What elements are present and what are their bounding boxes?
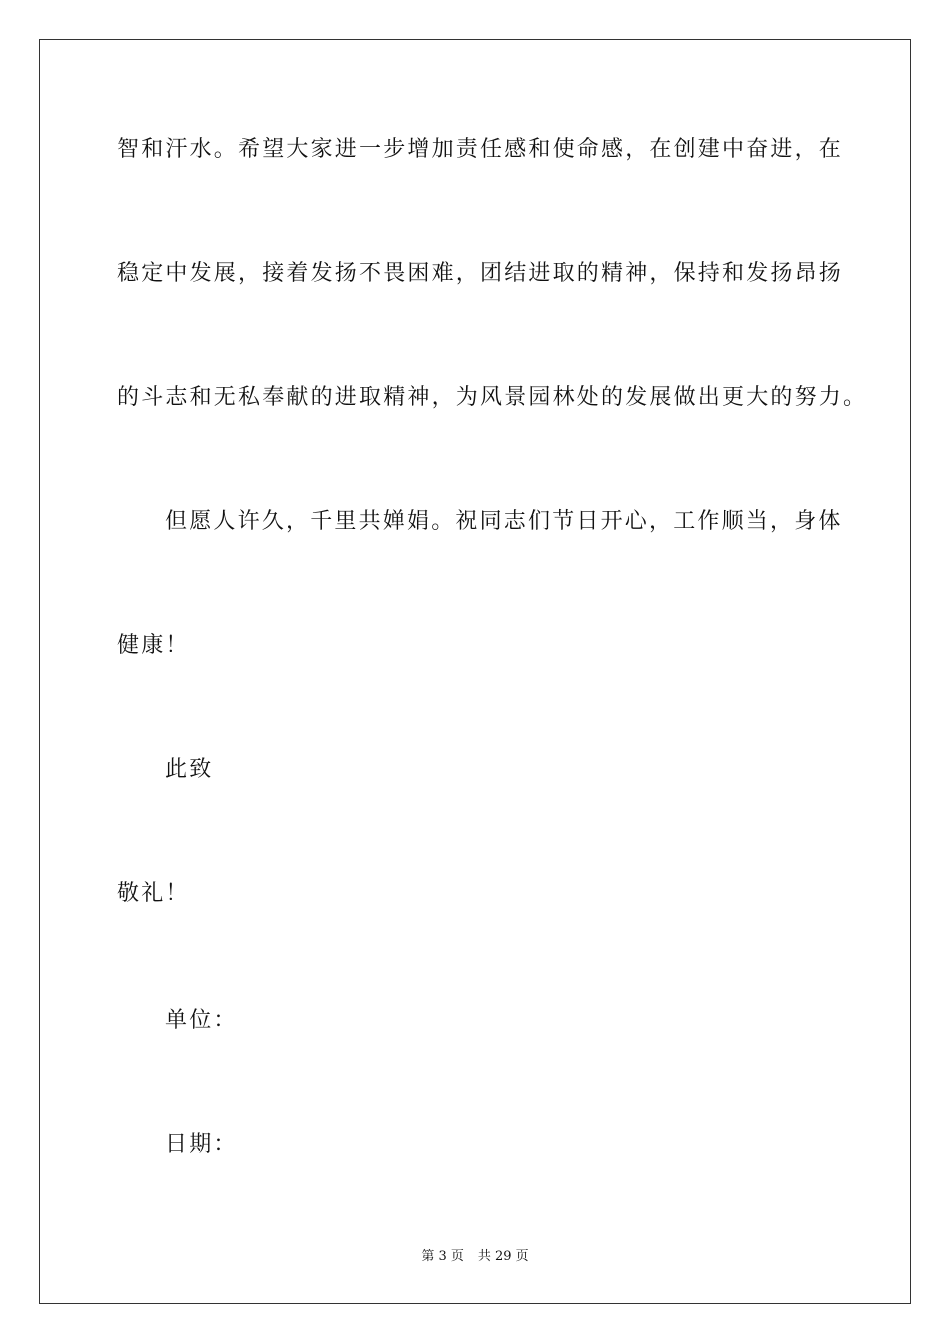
body-line-3: 的斗志和无私奉献的进取精神，为风景园林处的发展做出更大的努力。 bbox=[117, 385, 868, 410]
greeting-line: 但愿人许久，千里共婵娟。祝同志们节日开心，工作顺当，身体 bbox=[165, 509, 843, 534]
date-label: 日期： bbox=[165, 1132, 238, 1157]
greeting-line-end: 健康！ bbox=[117, 633, 190, 658]
body-line-2: 稳定中发展，接着发扬不畏困难，团结进取的精神，保持和发扬昂扬 bbox=[117, 261, 844, 286]
page-total: 共 29 页 bbox=[477, 1249, 529, 1264]
page-number: 第 3 页 bbox=[421, 1249, 464, 1264]
closing-salutation: 此致 bbox=[165, 757, 214, 782]
closing-regards: 敬礼！ bbox=[117, 881, 190, 906]
unit-label: 单位： bbox=[165, 1008, 238, 1033]
body-line-1: 智和汗水。希望大家进一步增加责任感和使命感，在创建中奋进，在 bbox=[117, 137, 844, 162]
page-border bbox=[39, 39, 911, 1304]
page-footer bbox=[0, 1248, 950, 1266]
